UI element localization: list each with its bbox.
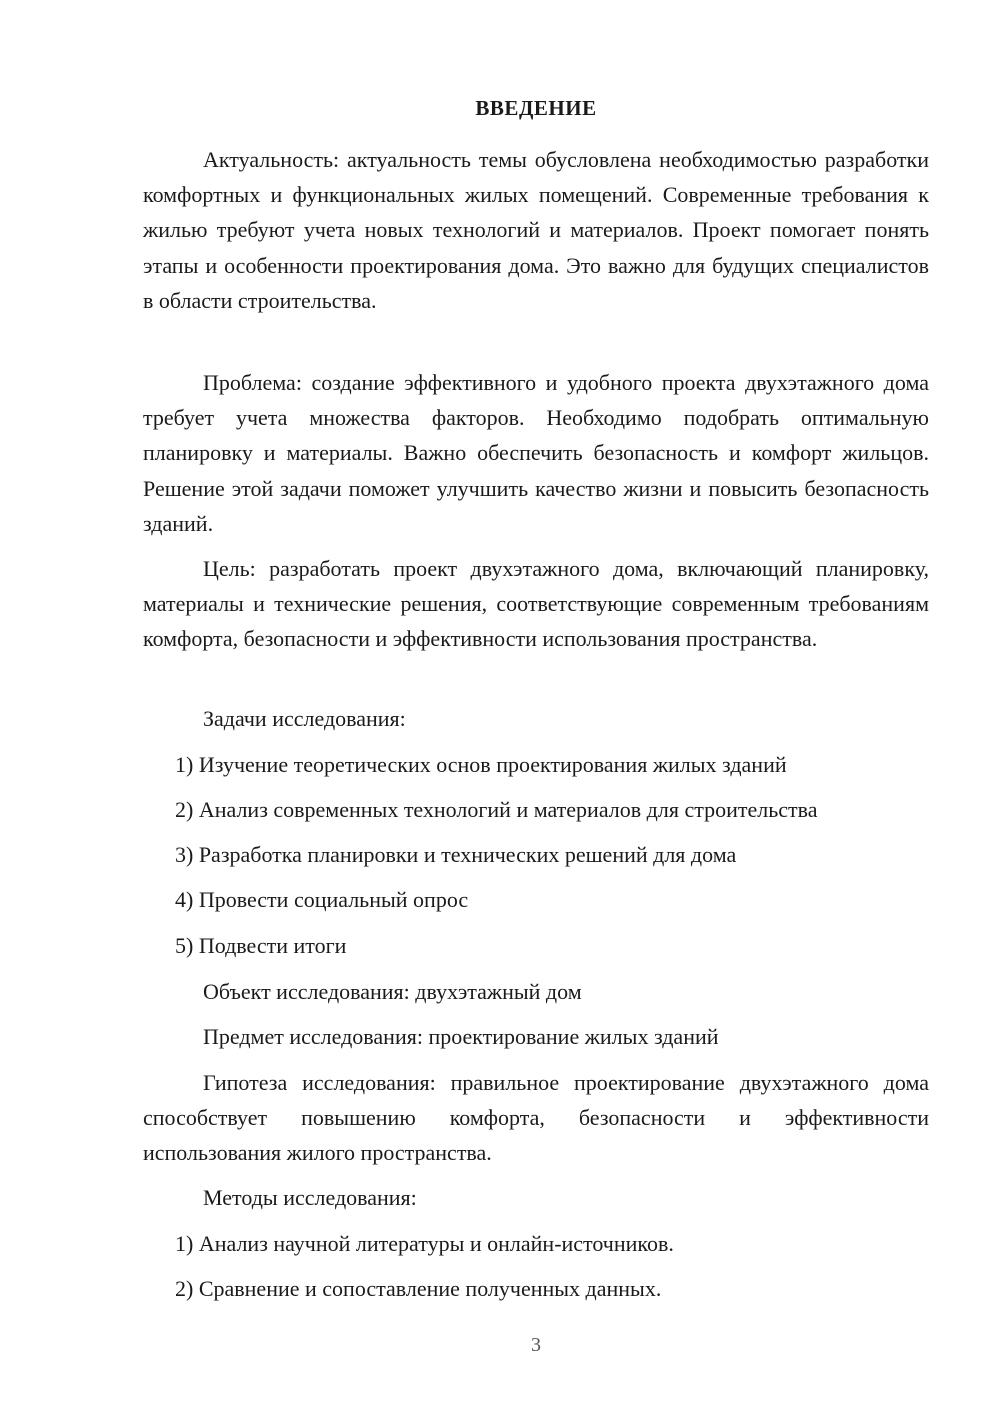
relevance-paragraph: Актуальность: актуальность темы обусловлена необходимостью разработки комфортных и функциональных жилых помещений. Современные требования к жилью требуют учета новых технологий и материалов. Проект помогает понять этапы и особенности проектирования дома. Это важно для будущих специалистов в области строительства. [143,147,929,313]
page-number: 3 [531,1334,541,1356]
methods-heading: Методы исследования: [203,1185,417,1210]
goal-paragraph: Цель: разработать проект двухэтажного дома, включающий планировку, материалы и технические решения, соответствующие современным требованиям комфорта, безопасности и эффективности использования пространства. [143,556,929,652]
task-item: 2) Анализ современных технологий и материалов для строительства [175,797,818,822]
method-item: 2) Сравнение и сопоставление полученных данных. [175,1276,662,1301]
task-item: 5) Подвести итоги [175,933,347,958]
tasks-heading: Задачи исследования: [203,706,406,731]
page-title: ВВЕДЕНИЕ [475,96,597,120]
method-item: 1) Анализ научной литературы и онлайн-источников. [175,1231,674,1256]
research-subject: Предмет исследования: проектирование жилых зданий [203,1024,719,1049]
task-item: 1) Изучение теоретических основ проектирования жилых зданий [175,752,787,777]
task-item: 3) Разработка планировки и технических решений для дома [175,842,737,867]
task-item: 4) Провести социальный опрос [175,887,469,912]
hypothesis-paragraph: Гипотеза исследования: правильное проектирование двухэтажного дома способствует повышению комфорта, безопасности и эффективности использования жилого пространства. [143,1070,929,1166]
research-object: Объект исследования: двухэтажный дом [203,979,582,1004]
problem-paragraph: Проблема: создание эффективного и удобного проекта двухэтажного дома требует учета множества факторов. Необходимо подобрать оптимальную планировку и материалы. Важно обеспечить безопасность и комфорт жильцов. Решение этой задачи поможет улучшить качество жизни и повысить безопасность зданий. [143,370,929,536]
